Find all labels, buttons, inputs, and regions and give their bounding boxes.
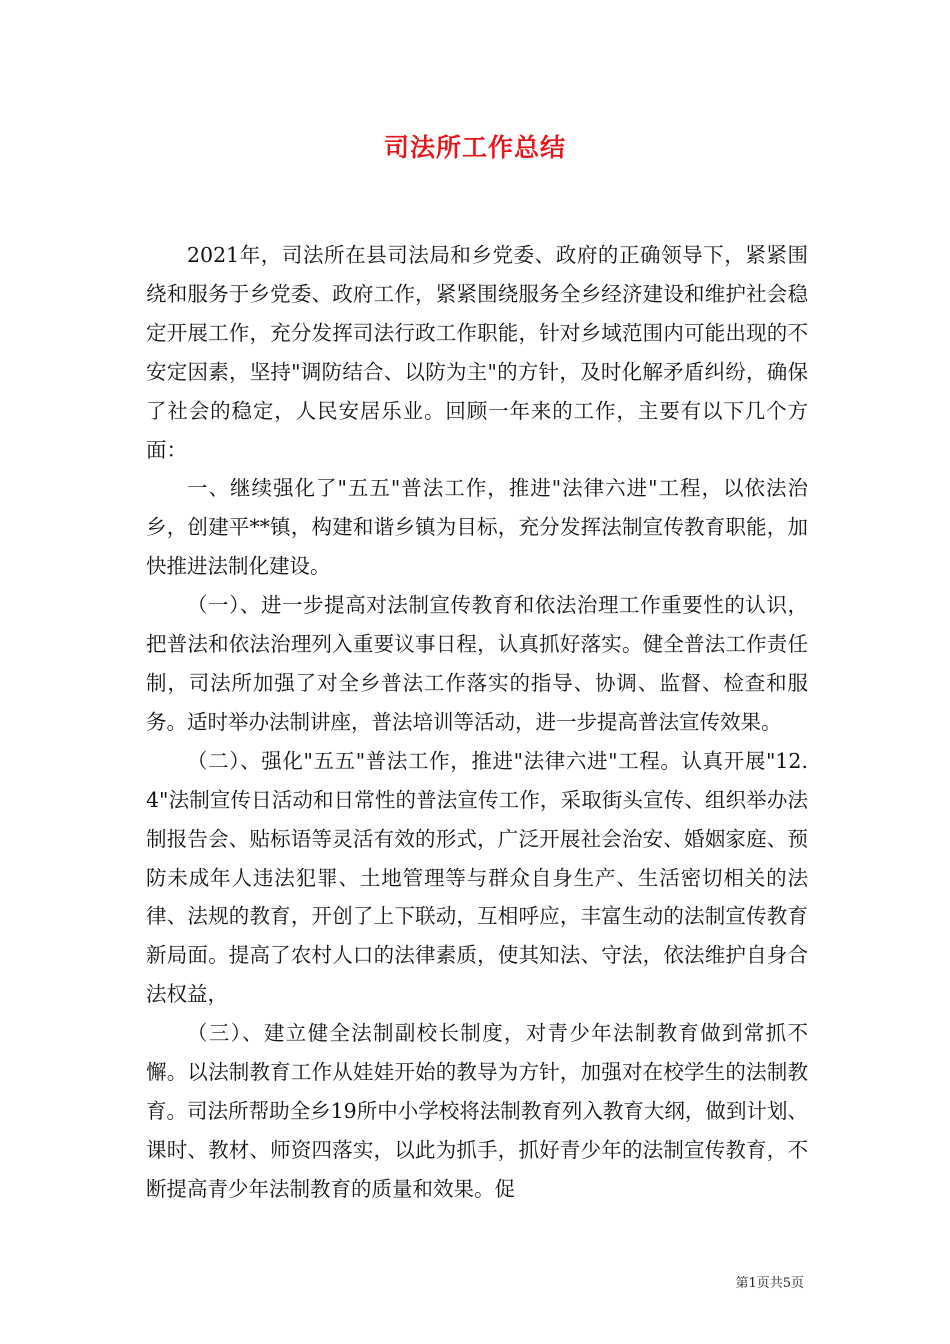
paragraph-intro: 2021年，司法所在县司法局和乡党委、政府的正确领导下，紧紧围绕和服务于乡党委、政府工作，紧紧围绕服务全乡经济建设和维护社会稳定开展工作，充分发挥司法行政工作职能，针对乡域范围内可能出现的不安定因素，坚持"调防结合、以防为主"的方针，及时化解矛盾纠纷，确保了社会的稳定，人民安居乐业。回顾一年来的工作，主要有以下几个方面：	[146, 243, 808, 462]
paragraph-subsection-2: （二）、强化"五五"普法工作，推进"法律六进"工程。认真开展"12.4"法制宣传日活动和日常性的普法宣传工作，采取街头宣传、组织举办法制报告会、贴标语等灵活有效的形式，广泛开展社会治安、婚姻家庭、预防未成年人违法犯罪、土地管理等与群众自身生产、生活密切相关的法律、法规的教育，开创了上下联动，互相呼应，丰富生动的法制宣传教育新局面。提高了农村人口的法律素质，使其知法、守法，依法维护自身合法权益，	[146, 748, 808, 1007]
document-body	[146, 236, 808, 1209]
paragraph-subsection-1: （一）、进一步提高对法制宣传教育和依法治理工作重要性的认识，把普法和依法治理列入重要议事日程，认真抓好落实。健全普法工作责任制，司法所加强了对全乡普法工作落实的指导、协调、监督、检查和服务。适时举办法制讲座，普法培训等活动，进一步提高普法宣传效果。	[146, 593, 808, 734]
page-number: 第1页共5页	[735, 1276, 804, 1291]
document-title: 司法所工作总结	[383, 133, 566, 162]
paragraph-subsection-3: （三）、建立健全法制副校长制度，对青少年法制教育做到常抓不懈。以法制教育工作从娃娃开始的教导为方针，加强对在校学生的法制教育。司法所帮助全乡19所中小学校将法制教育列入教育大纲，做到计划、课时、教材、师资四落实，以此为抓手，抓好青少年的法制宣传教育，不断提高青少年法制教育的质量和效果。促	[146, 1021, 808, 1201]
paragraph-section-1: 一、继续强化了"五五"普法工作，推进"法律六进"工程，以依法治乡，创建平**镇，构建和谐乡镇为目标，充分发挥法制宣传教育职能，加快推进法制化建设。	[146, 476, 808, 579]
